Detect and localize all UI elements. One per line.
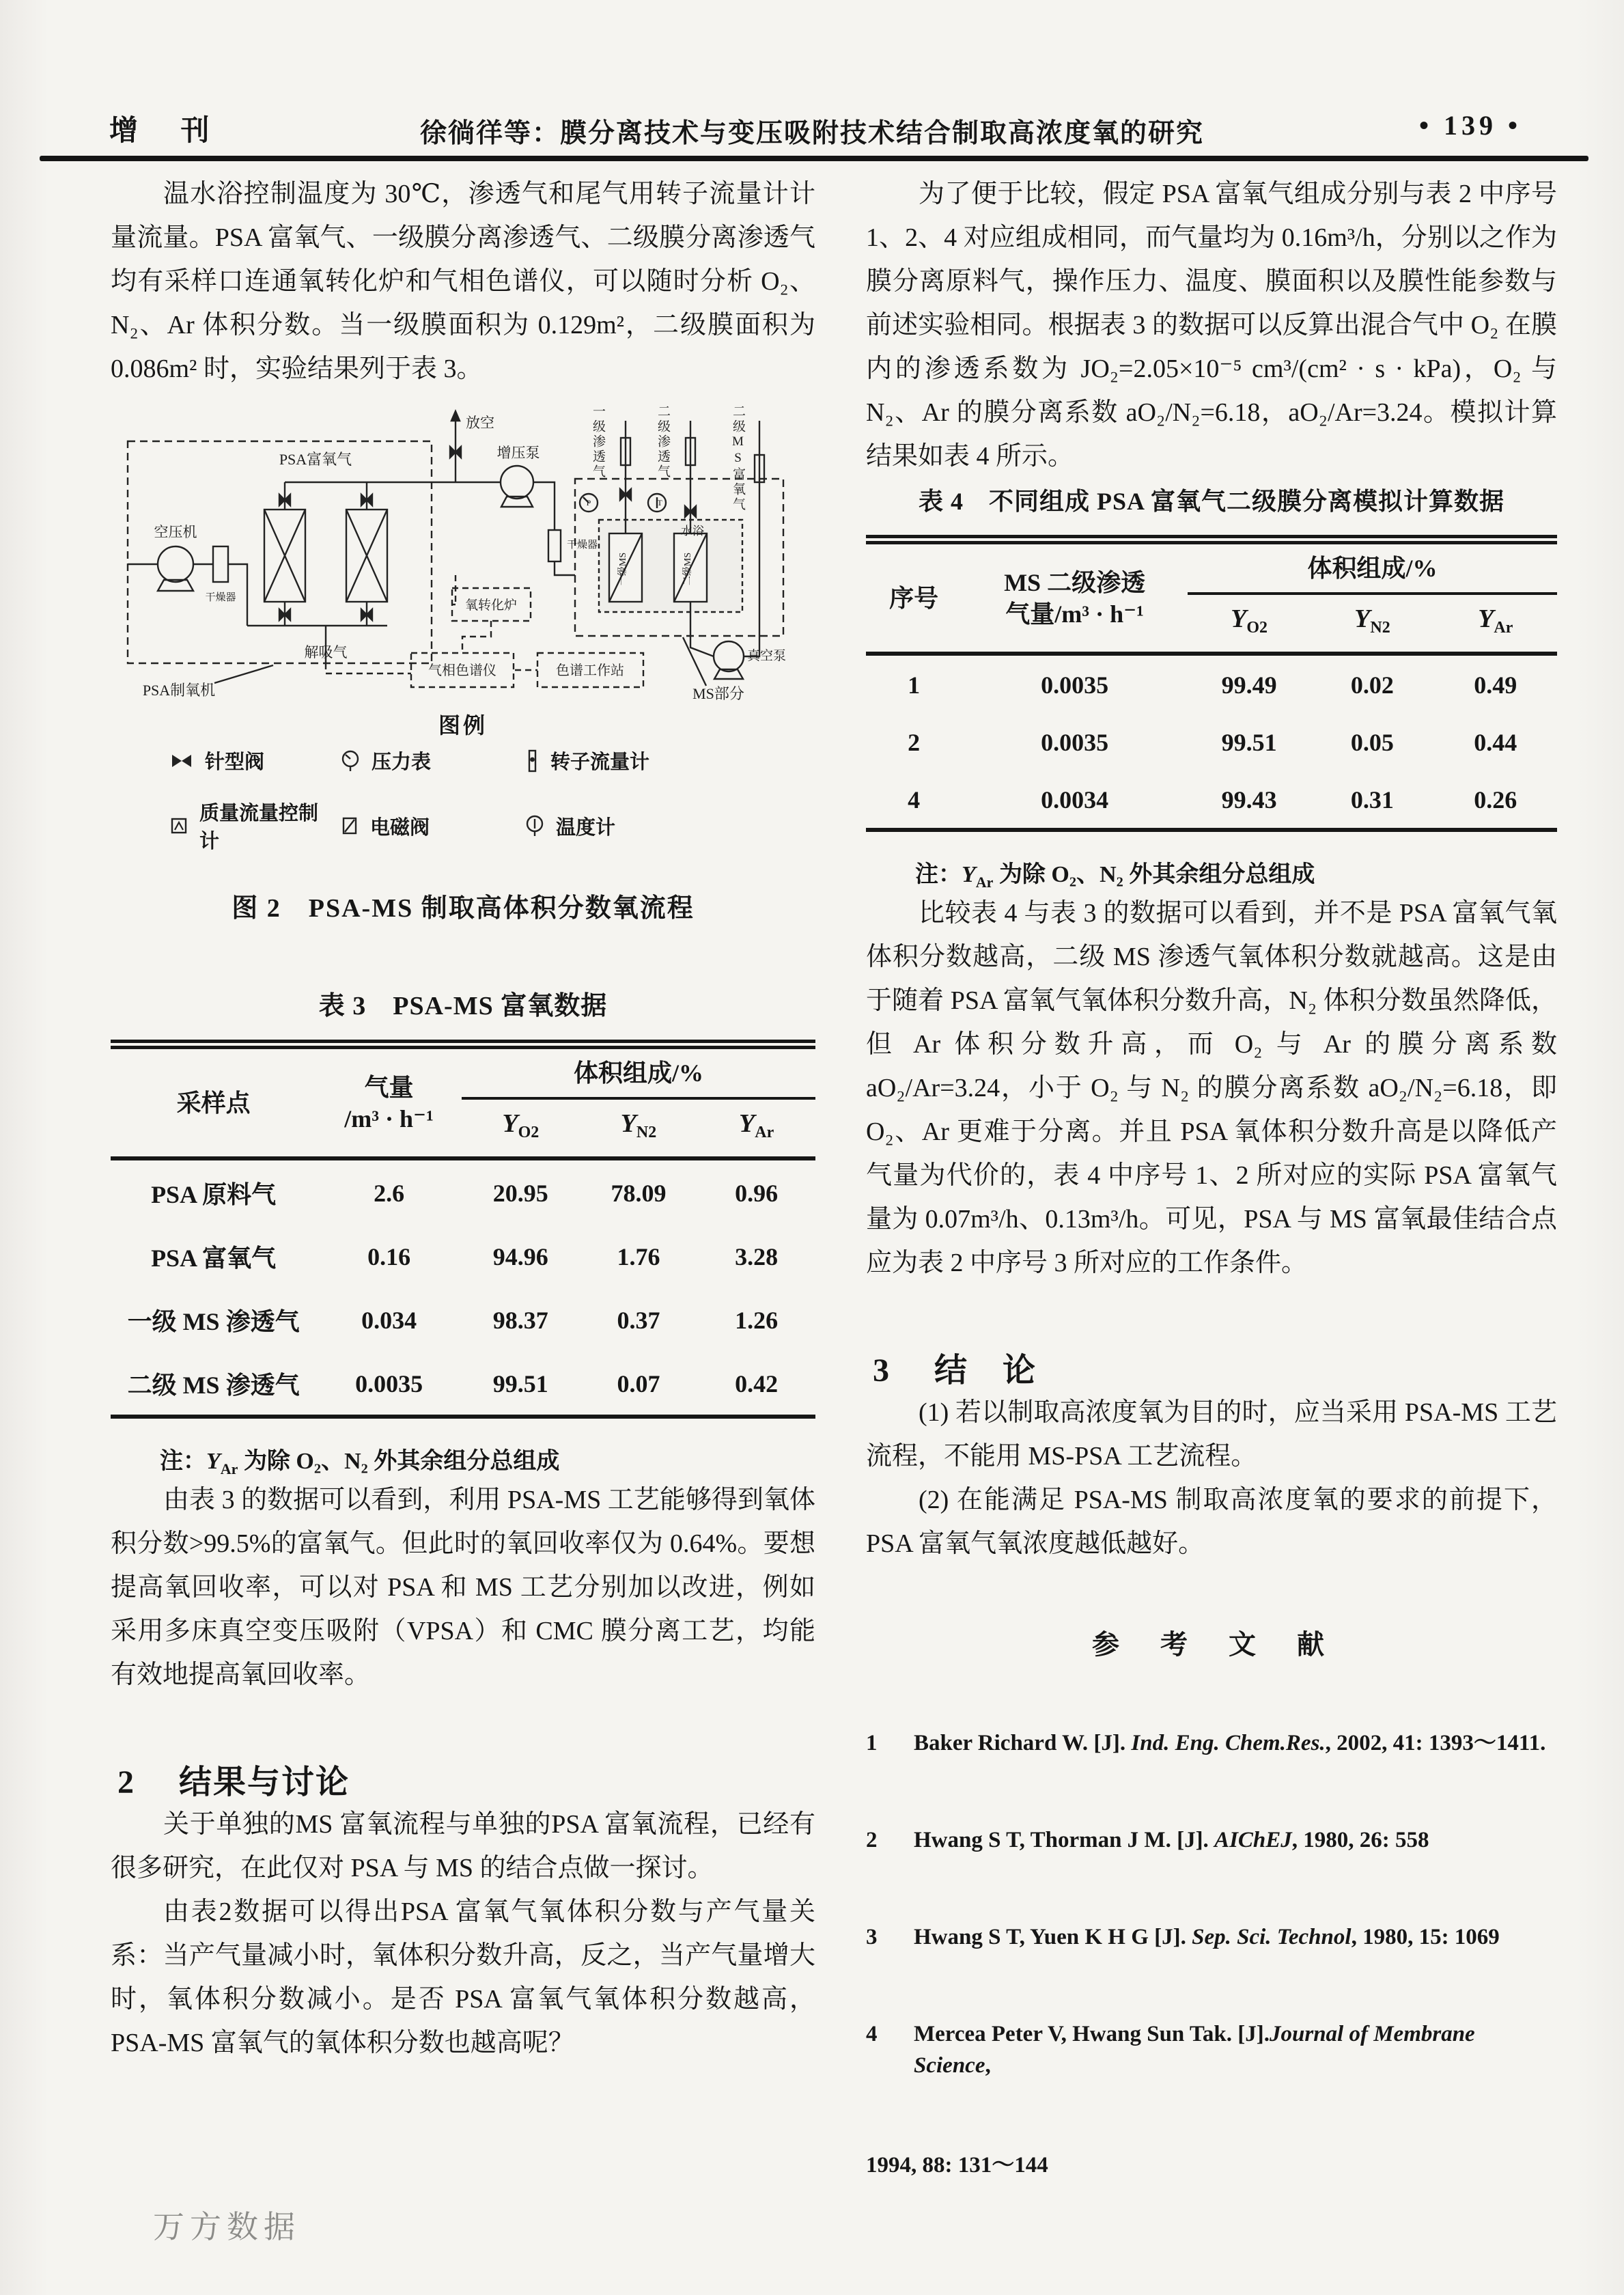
section-heading-2: 2 结果与讨论 [117, 1764, 350, 1800]
rotameter-icon [524, 749, 540, 773]
legend-item [169, 747, 333, 775]
legend-title: 图例 [438, 713, 488, 738]
label-vacuum-pump: 真空泵 [747, 649, 787, 663]
table4-col-flow: MS 二级渗透 气量/m³ · h⁻¹ [962, 540, 1188, 654]
mass-flow-controller-icon [169, 816, 188, 836]
header-rule [40, 156, 1588, 161]
paragraph: 关于单独的MS 富氧流程与单独的PSA 富氧流程，已经有很多研究，在此仅对 PSA 与 MS 的结合点做一探讨。 [111, 1809, 815, 1882]
table-row: 二级 MS 渗透气 0.0035 99.51 0.07 0.42 [127, 1369, 779, 1400]
label-water-bath: 水浴 [681, 525, 704, 538]
adsorber-column-1 [264, 482, 305, 626]
label-permeate-2: 二级渗透气 [656, 404, 670, 479]
air-compressor [128, 546, 213, 591]
section-heading-3: 3 结 论 [873, 1352, 1037, 1389]
legend-item [169, 798, 333, 854]
table-row: 1 0.0035 99.49 0.02 0.49 [908, 671, 1517, 699]
adsorber-column-2 [346, 482, 387, 626]
table-row: 4 0.0034 99.43 0.31 0.26 [908, 786, 1517, 814]
dryer [213, 546, 247, 626]
table-row: PSA 原料气 2.6 20.95 78.09 0.96 [151, 1179, 779, 1209]
label-dryer-1: 干燥器 [205, 592, 236, 603]
paragraph: 比较表 4 与表 3 的数据可以看到，并不是 PSA 富氧气氧体积分数越高，二级 MS 渗透气氧体积分数就越高。这是由于随着 PSA 富氧气氧体积分数升高，N₂ 体积分数虽然降低，但 Ar 体积分数升高，而 O₂ 与 Ar 的膜分离系数 aO₂/Ar=3.24，小于 O₂ 与 N₂ 的膜分离系数 aO₂/N₂=6.18，即 O₂、Ar 更难于分离。并且 PSA 氧体积分数升高是以降低产气量为代价的，表 4 中序号 1、2 所对应的实际 PSA 富氧气量为 0.07m³/h、0.13m³/h。可见，PSA 与 MS 富氧最佳结合点应为表 2 中序号 3 所对应的工作条件。 [866, 898, 1557, 1277]
reference-item: 4 Mercea Peter V, Hwang Sun Tak. [J].Journal of Membrane Science, [866, 2021, 1475, 2078]
table3 [111, 1040, 815, 1419]
pressure-gauge-icon [340, 750, 361, 772]
table4-col-yn2: $Y_{N2}$ [1311, 594, 1433, 654]
vacuum-pump [690, 602, 744, 679]
reference-item: 1 Baker Richard W. [J]. Ind. Eng. Chem.Res., 2002, 41: 1393～1411. [866, 1730, 1546, 1755]
label-psa-oxygen: PSA富氧气 [279, 451, 352, 468]
legend-item [524, 747, 743, 775]
table3-col-flow: 气量 /m³ · h⁻¹ [316, 1044, 462, 1158]
journal-issue-label: 增 刊 [109, 115, 227, 147]
process-flow-diagram [111, 400, 815, 704]
legend-label: 质量流量控制计 [199, 803, 319, 852]
legend-label: 针型阀 [205, 751, 265, 773]
paragraph: 温水浴控制温度为 30℃，渗透气和尾气用转子流量计计量流量。PSA 富氧气、一级膜分离渗透气、二级膜分离渗透气均有采样口连通氧转化炉和气相色谱仪，可以随时分析 O₂、N₂、Ar 体积分数。当一级膜面积为 0.129m²，二级膜面积为 0.086m² 时，实验结果列于表 3。 [111, 180, 815, 383]
label-ms-rich-o2: 二级MS富氧气 [731, 404, 745, 512]
table4-col-index: 序号 [866, 540, 962, 654]
page-number: • 139 • [1418, 110, 1522, 141]
conclusion-1: (1) 若以制取高浓度氧为目的时，应当采用 PSA-MS 工艺流程，不能用 MS-PSA 工艺流程。 [866, 1397, 1557, 1471]
label-gc-workstation: 色谱工作站 [556, 663, 624, 678]
label-psa-unit: PSA制氧机 [142, 682, 216, 699]
permeate-line-1 [620, 421, 631, 533]
gauge-letter-t: T [657, 498, 662, 507]
legend-label: 转子流量计 [550, 751, 650, 773]
label-permeate-1: 一级渗透气 [591, 404, 605, 479]
reference-item: 3 Hwang S T, Yuen K H G [J]. Sep. Sci. Technol, 1980, 15: 1069 [866, 1924, 1500, 1949]
permeate-line-2 [685, 421, 696, 533]
table3-title: 表 3 PSA-MS 富氧数据 [318, 992, 608, 1020]
wanfang-watermark: 万方数据 [153, 2210, 300, 2244]
reference-item: 2 Hwang S T, Thorman J M. [J]. AIChEJ, 1980, 26: 558 [866, 1827, 1429, 1852]
label-gas-chromatograph: 气相色谱仪 [428, 663, 496, 678]
table3-col-sample: 采样点 [111, 1044, 316, 1158]
booster-pump [479, 466, 555, 530]
solenoid-valve-icon [340, 816, 359, 836]
table-row: 2 0.0035 99.51 0.05 0.44 [908, 729, 1517, 757]
paragraph: 为了便于比较，假定 PSA 富氧气组成分别与表 2 中序号 1、2、4 对应组成相同，而气量均为 0.16m³/h，分别以之作为膜分离原料气，操作压力、温度、膜面积以及膜性能参数与前述实验相同。根据表 3 的数据可以反算出混合气中 O₂ 在膜内的渗透系数为 JO₂=2.05×10⁻⁵ cm³/(cm² · s · kPa)，O₂ 与 N₂、Ar 的膜分离系数 aO₂/N₂=6.18，aO₂/Ar=3.24。模拟计算结果如表 4 所示。 [866, 180, 1557, 471]
table3-col-yar: $Y_{Ar}$ [697, 1098, 815, 1158]
gauge-letter-p: P [586, 498, 591, 507]
legend-item [340, 798, 518, 854]
label-desorption-gas: 解吸气 [304, 644, 348, 660]
figure-2-flow-diagram [111, 400, 815, 924]
table3-col-yo2: $Y_{O2}$ [462, 1098, 580, 1158]
table4-note: 注：$Y_{Ar}$ 为除 O₂、N₂ 外其余组分总组成 [915, 862, 1315, 891]
right-column [866, 172, 1557, 2179]
legend-label: 压力表 [372, 751, 432, 773]
figure-caption: 图 2 PSA-MS 制取高体积分数氧流程 [232, 894, 695, 923]
leader-lines [214, 637, 706, 686]
label-ms-section: MS部分 [692, 685, 744, 702]
legend-item [340, 747, 518, 775]
table4-col-yar: $Y_{Ar}$ [1434, 594, 1557, 654]
reference-item-continuation: 1994, 88: 131～144 [866, 2152, 1048, 2178]
thermometer-icon [524, 815, 545, 837]
table4-col-volume: 体积组成/% [1188, 540, 1557, 594]
running-title: 徐徜徉等：膜分离技术与变压吸附技术结合制取高浓度氧的研究 [419, 119, 1204, 148]
legend-item [524, 798, 743, 854]
label-compressor: 空压机 [154, 524, 197, 540]
label-booster-pump: 增压泵 [496, 445, 540, 461]
label-vent: 放空 [466, 415, 494, 431]
dryer-2 [548, 530, 575, 575]
label-ms1: 一级MS [618, 552, 628, 586]
legend-label: 电磁阀 [370, 816, 430, 839]
label-oxygen-furnace: 氧转化炉 [464, 598, 518, 613]
paragraph: 由表2数据可以得出PSA 富氧气氧体积分数与产气量关系：当产气量减小时，氧体积分数升高，反之，当产气量增大时，氧体积分数减小。是否 PSA 富氧气氧体积分数越高，PSA-MS 富氧气的氧体积分数也越高呢？ [111, 1897, 815, 2057]
table-row: 一级 MS 渗透气 0.034 98.37 0.37 1.26 [127, 1306, 779, 1336]
legend-label: 温度计 [556, 816, 616, 839]
table4-title: 表 4 不同组成 PSA 富氧气二级膜分离模拟计算数据 [918, 488, 1505, 515]
label-ms2: 二级MS [683, 552, 693, 586]
label-dryer-2: 干燥器 [567, 540, 598, 551]
left-column [111, 172, 815, 2065]
table3-note: 注：$Y_{Ar}$ 为除 O₂、N₂ 外其余组分总组成 [160, 1449, 560, 1477]
psa-unit-box [128, 441, 432, 663]
table4 [866, 535, 1557, 832]
references-heading: 参 考 文 献 [1092, 1628, 1331, 1660]
table3-col-volume: 体积组成/% [462, 1044, 815, 1098]
table3-col-yn2: $Y_{N2}$ [580, 1098, 698, 1158]
paragraph: 由表 3 的数据可以看到，利用 PSA-MS 工艺能够得到氧体积分数>99.5%的富氧气。但此时的氧回收率仅为 0.64%。要想提高氧回收率，可以对 PSA 和 MS 工艺分别加以改进，例如采用多床真空变压吸附（VPSA）和 CMC 膜分离工艺，均能有效地提高氧回收率。 [111, 1485, 815, 1689]
needle-valve-icon [169, 751, 194, 770]
conclusion-2: (2) 在能满足 PSA-MS 制取高浓度氧的要求的前提下，PSA 富氧气氧浓度越低越好。 [866, 1485, 1557, 1558]
figure-legend [111, 708, 815, 854]
table4-col-yo2: $Y_{O2}$ [1188, 594, 1311, 654]
table-row: PSA 富氧气 0.16 94.96 1.76 3.28 [151, 1242, 779, 1272]
